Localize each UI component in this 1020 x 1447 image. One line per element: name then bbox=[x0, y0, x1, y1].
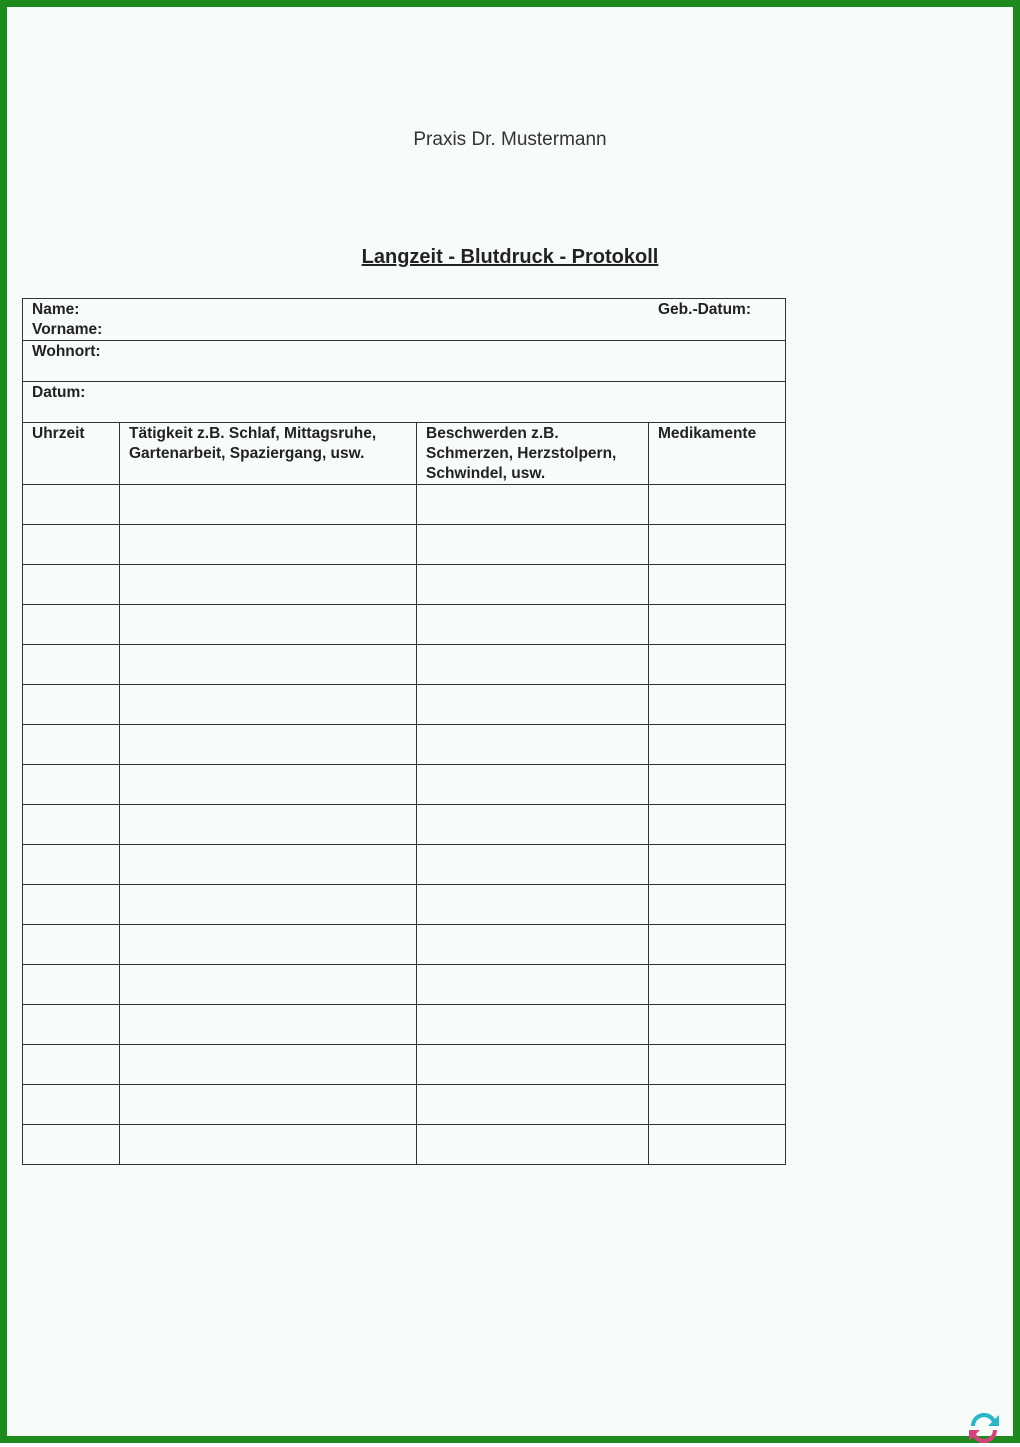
cell-time[interactable] bbox=[23, 525, 120, 565]
date-cell[interactable] bbox=[23, 382, 786, 423]
table-row bbox=[23, 1085, 786, 1125]
table-row bbox=[23, 645, 786, 685]
cell-activity[interactable] bbox=[120, 925, 417, 965]
cell-activity[interactable] bbox=[120, 605, 417, 645]
cell-time[interactable] bbox=[23, 725, 120, 765]
table-row bbox=[23, 565, 786, 605]
cell-activity[interactable] bbox=[120, 965, 417, 1005]
residence-cell[interactable] bbox=[23, 341, 786, 382]
table-row bbox=[23, 805, 786, 845]
name-cell[interactable] bbox=[23, 299, 786, 341]
cell-activity[interactable] bbox=[120, 1125, 417, 1165]
column-header-row bbox=[23, 423, 786, 485]
cell-complaints[interactable] bbox=[417, 565, 649, 605]
table-row bbox=[23, 965, 786, 1005]
column-header-complaints: Beschwerden z.B. Schmerzen, Herzstolpern, Schwindel, usw. bbox=[417, 423, 649, 485]
cell-complaints[interactable] bbox=[417, 965, 649, 1005]
cell-time[interactable] bbox=[23, 1005, 120, 1045]
cell-medication[interactable] bbox=[649, 845, 786, 885]
cell-medication[interactable] bbox=[649, 1125, 786, 1165]
cell-time[interactable] bbox=[23, 1085, 120, 1125]
cell-complaints[interactable] bbox=[417, 805, 649, 845]
table-row bbox=[23, 885, 786, 925]
residence-row bbox=[23, 341, 786, 382]
cell-medication[interactable] bbox=[649, 965, 786, 1005]
table-row bbox=[23, 1125, 786, 1165]
document-title: Langzeit - Blutdruck - Protokoll bbox=[361, 246, 659, 268]
cell-medication[interactable] bbox=[649, 645, 786, 685]
cell-time[interactable] bbox=[23, 1045, 120, 1085]
cell-time[interactable] bbox=[23, 765, 120, 805]
cell-complaints[interactable] bbox=[417, 725, 649, 765]
cell-medication[interactable] bbox=[649, 605, 786, 645]
cell-medication[interactable] bbox=[649, 925, 786, 965]
cell-time[interactable] bbox=[23, 1125, 120, 1165]
cell-activity[interactable] bbox=[120, 485, 417, 525]
cell-time[interactable] bbox=[23, 645, 120, 685]
cell-medication[interactable] bbox=[649, 805, 786, 845]
cell-medication[interactable] bbox=[649, 1085, 786, 1125]
column-header-time: Uhrzeit bbox=[23, 423, 120, 485]
table-row bbox=[23, 765, 786, 805]
protocol-table bbox=[22, 298, 786, 1165]
cell-time[interactable] bbox=[23, 965, 120, 1005]
cell-time[interactable] bbox=[23, 885, 120, 925]
refresh-arrows-icon bbox=[965, 1409, 1003, 1447]
table-row bbox=[23, 485, 786, 525]
table-row bbox=[23, 1045, 786, 1085]
cell-activity[interactable] bbox=[120, 1005, 417, 1045]
cell-activity[interactable] bbox=[120, 885, 417, 925]
name-row bbox=[23, 299, 786, 341]
cell-activity[interactable] bbox=[120, 565, 417, 605]
cell-complaints[interactable] bbox=[417, 685, 649, 725]
cell-medication[interactable] bbox=[649, 485, 786, 525]
cell-complaints[interactable] bbox=[417, 645, 649, 685]
cell-complaints[interactable] bbox=[417, 1085, 649, 1125]
cell-complaints[interactable] bbox=[417, 885, 649, 925]
cell-time[interactable] bbox=[23, 805, 120, 845]
cell-medication[interactable] bbox=[649, 525, 786, 565]
practice-name: Praxis Dr. Mustermann bbox=[413, 129, 607, 150]
cell-time[interactable] bbox=[23, 485, 120, 525]
firstname-label: Vorname: bbox=[32, 321, 103, 338]
table-row bbox=[23, 605, 786, 645]
cell-complaints[interactable] bbox=[417, 845, 649, 885]
cell-activity[interactable] bbox=[120, 1045, 417, 1085]
name-label: Name: bbox=[32, 301, 80, 318]
cell-complaints[interactable] bbox=[417, 605, 649, 645]
cell-activity[interactable] bbox=[120, 765, 417, 805]
date-row bbox=[23, 382, 786, 423]
cell-complaints[interactable] bbox=[417, 1125, 649, 1165]
cell-time[interactable] bbox=[23, 845, 120, 885]
cell-complaints[interactable] bbox=[417, 525, 649, 565]
cell-medication[interactable] bbox=[649, 725, 786, 765]
cell-medication[interactable] bbox=[649, 885, 786, 925]
cell-complaints[interactable] bbox=[417, 1045, 649, 1085]
cell-activity[interactable] bbox=[120, 805, 417, 845]
table-row bbox=[23, 1005, 786, 1045]
table-row bbox=[23, 525, 786, 565]
cell-activity[interactable] bbox=[120, 1085, 417, 1125]
cell-activity[interactable] bbox=[120, 685, 417, 725]
residence-label: Wohnort: bbox=[32, 343, 101, 360]
cell-activity[interactable] bbox=[120, 525, 417, 565]
table-row bbox=[23, 725, 786, 765]
cell-activity[interactable] bbox=[120, 725, 417, 765]
cell-time[interactable] bbox=[23, 925, 120, 965]
cell-medication[interactable] bbox=[649, 1005, 786, 1045]
table-row bbox=[23, 845, 786, 885]
column-header-medication: Medikamente bbox=[649, 423, 786, 485]
column-header-activity: Tätigkeit z.B. Schlaf, Mittagsruhe, Gartenarbeit, Spaziergang, usw. bbox=[120, 423, 417, 485]
cell-complaints[interactable] bbox=[417, 765, 649, 805]
cell-complaints[interactable] bbox=[417, 485, 649, 525]
date-label: Datum: bbox=[32, 384, 86, 401]
cell-medication[interactable] bbox=[649, 565, 786, 605]
cell-complaints[interactable] bbox=[417, 1005, 649, 1045]
birthdate-label: Geb.-Datum: bbox=[658, 301, 751, 318]
cell-complaints[interactable] bbox=[417, 925, 649, 965]
cell-medication[interactable] bbox=[649, 1045, 786, 1085]
cell-time[interactable] bbox=[23, 605, 120, 645]
cell-medication[interactable] bbox=[649, 685, 786, 725]
cell-time[interactable] bbox=[23, 685, 120, 725]
table-row bbox=[23, 925, 786, 965]
cell-activity[interactable] bbox=[120, 645, 417, 685]
cell-medication[interactable] bbox=[649, 765, 786, 805]
table-row bbox=[23, 685, 786, 725]
cell-activity[interactable] bbox=[120, 845, 417, 885]
cell-time[interactable] bbox=[23, 565, 120, 605]
